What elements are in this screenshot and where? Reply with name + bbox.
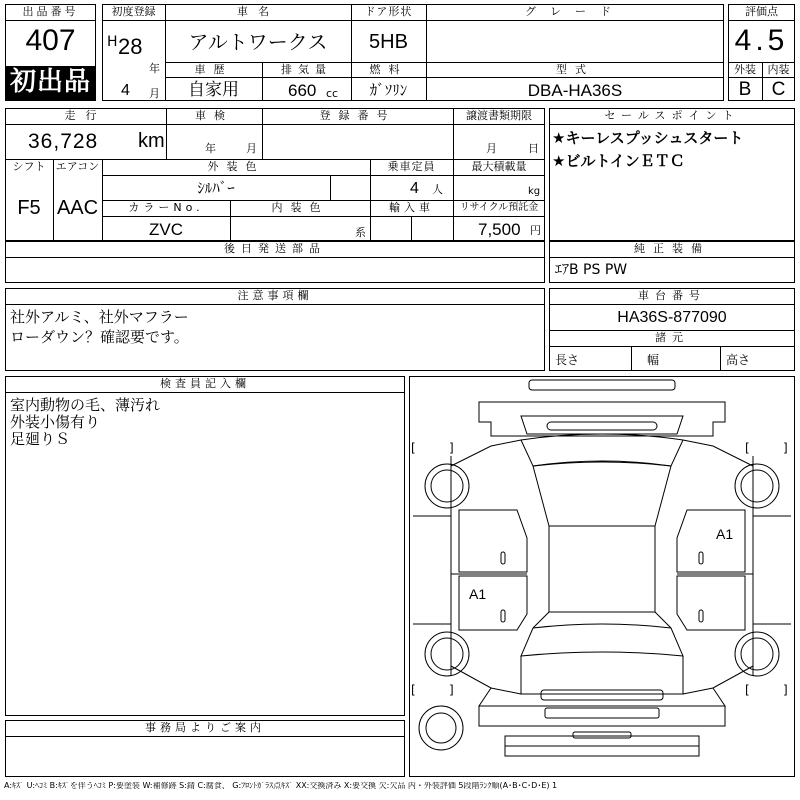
svg-text:[: [ bbox=[411, 683, 416, 697]
capacity-label: 乗車定員 bbox=[387, 160, 436, 173]
color-no: ZVC bbox=[149, 220, 183, 239]
height-label: 高さ bbox=[726, 353, 751, 367]
svg-text:]: ] bbox=[783, 683, 788, 697]
svg-text:]: ] bbox=[783, 441, 788, 455]
era-label: H bbox=[107, 34, 118, 50]
notes-label: 注意事項欄 bbox=[237, 289, 313, 302]
inspection-label: 車検 bbox=[195, 109, 233, 122]
shift: F5 bbox=[17, 197, 41, 219]
transfer-deadline-label: 譲渡書類期限 bbox=[466, 109, 532, 122]
capacity: 4 bbox=[410, 180, 419, 197]
svg-text:[: [ bbox=[411, 441, 416, 455]
door-type-label: ドア形状 bbox=[364, 5, 413, 18]
car-diagram bbox=[409, 376, 795, 777]
exterior-grade: B bbox=[738, 79, 752, 100]
dimensions-label: 諸元 bbox=[655, 331, 689, 344]
legend: A:ｷｽﾞ U:ﾍｺﾐ B:ｷｽﾞを伴うﾍｺﾐ P:要塗装 W:補修跡 S:錆 C:腐食、 G:ﾌﾛﾝﾄｶﾞﾗｽ点ｷｽﾞ XX:交換済み X:要交換 欠:欠品 内・外装評価 5段階ﾗﾝｸ順(A･B･C･D･E) 1 bbox=[4, 782, 558, 790]
first-registration-label: 初度登録 bbox=[111, 5, 156, 18]
notes-line: ローダウン？確認要です。 bbox=[10, 328, 189, 346]
air-conditioner: AAC bbox=[56, 197, 99, 219]
registration-year: 28 bbox=[118, 34, 143, 59]
exterior-label: 外装 bbox=[734, 63, 756, 76]
fuel: ｶﾞｿﾘﾝ bbox=[369, 81, 408, 99]
door-type: 5HB bbox=[369, 31, 408, 53]
chassis-number: HA36S-877090 bbox=[617, 309, 727, 326]
inspection-year-unit: 年 bbox=[205, 142, 216, 155]
recycle-fee-unit: 円 bbox=[530, 224, 541, 237]
displacement: 660 bbox=[288, 81, 317, 100]
month-unit: 月 bbox=[149, 87, 160, 100]
svg-text:[: [ bbox=[745, 683, 750, 697]
transfer-month-unit: 月 bbox=[486, 142, 497, 155]
rating-label: 評価点 bbox=[745, 5, 778, 18]
chassis-label: 車台番号 bbox=[638, 289, 706, 302]
sales-points-label: セールスポイント bbox=[604, 109, 740, 122]
ac-label: エアコン bbox=[55, 160, 100, 173]
damage-mark-left: A1 bbox=[469, 586, 487, 602]
import-label: 輸入車 bbox=[389, 201, 434, 214]
car-name: アルトワークス bbox=[188, 30, 328, 54]
shift-label: シフト bbox=[12, 160, 46, 173]
displacement-label: 排気量 bbox=[281, 63, 332, 76]
model-code: DBA-HA36S bbox=[527, 81, 623, 100]
office-label: 事務局よりご案内 bbox=[145, 721, 265, 734]
fuel-label: 燃料 bbox=[369, 63, 408, 76]
sales-point-item: ★ビルトインＥＴＣ bbox=[552, 152, 685, 170]
width-label: 幅 bbox=[647, 353, 660, 367]
notes-line: 社外アルミ、社外マフラー bbox=[10, 308, 189, 326]
lot-number-label: 出品番号 bbox=[22, 5, 79, 18]
recycle-fee-label: リサイクル預託金 bbox=[459, 202, 539, 213]
overall-rating: 4.5 bbox=[734, 24, 789, 57]
mileage-unit: km bbox=[138, 130, 165, 152]
svg-text:]: ] bbox=[449, 441, 454, 455]
registration-month: 4 bbox=[121, 82, 130, 99]
mileage-label: 走行 bbox=[64, 109, 107, 122]
displacement-unit: cc bbox=[326, 87, 339, 100]
equipment-label: 純正装備 bbox=[634, 242, 710, 255]
max-load-label: 最大積載量 bbox=[471, 160, 527, 173]
transfer-day-unit: 日 bbox=[528, 142, 539, 155]
interior-color-label: 内装色 bbox=[271, 201, 329, 214]
svg-text:]: ] bbox=[449, 683, 454, 697]
length-label: 長さ bbox=[555, 353, 580, 367]
color-no-label: カラーNo. bbox=[128, 201, 204, 214]
first-listing-badge: 初出品 bbox=[6, 66, 95, 100]
interior-color-suffix: 系 bbox=[355, 226, 366, 239]
later-parts-label: 後日発送部品 bbox=[224, 242, 326, 255]
grade-label: グレード bbox=[525, 5, 625, 18]
car-name-label: 車名 bbox=[237, 5, 279, 18]
max-load-unit: kg bbox=[528, 186, 541, 197]
recycle-fee: 7,500 bbox=[478, 220, 521, 239]
sales-point-item: ★キーレスプッシュスタート bbox=[552, 129, 744, 147]
history-label: 車歴 bbox=[194, 63, 233, 76]
lot-number: 407 bbox=[25, 24, 76, 57]
year-unit: 年 bbox=[149, 62, 160, 75]
inspector-line: 足廻りＳ bbox=[10, 430, 71, 448]
svg-text:[: [ bbox=[745, 441, 750, 455]
inspector-label: 検査員記入欄 bbox=[160, 377, 250, 390]
inspector-line: 室内動物の毛、薄汚れ bbox=[10, 396, 161, 414]
inspector-line: 外装小傷有り bbox=[10, 413, 101, 431]
model-label: 型式 bbox=[556, 63, 594, 76]
inspection-month-unit: 月 bbox=[246, 142, 257, 155]
registration-no-label: 登録番号 bbox=[319, 109, 396, 122]
mileage: 36,728 bbox=[28, 130, 99, 153]
equipment: ｴｱB PS PW bbox=[555, 262, 628, 278]
damage-mark-right: A1 bbox=[716, 526, 734, 542]
capacity-unit: 人 bbox=[432, 183, 443, 196]
sales-points-box bbox=[549, 108, 795, 241]
interior-label: 内装 bbox=[767, 63, 790, 76]
exterior-color-label: 外装色 bbox=[207, 160, 265, 173]
history: 自家用 bbox=[188, 80, 239, 100]
interior-grade: C bbox=[771, 79, 786, 100]
exterior-color: ｼﾙﾊﾞｰ bbox=[197, 179, 235, 197]
